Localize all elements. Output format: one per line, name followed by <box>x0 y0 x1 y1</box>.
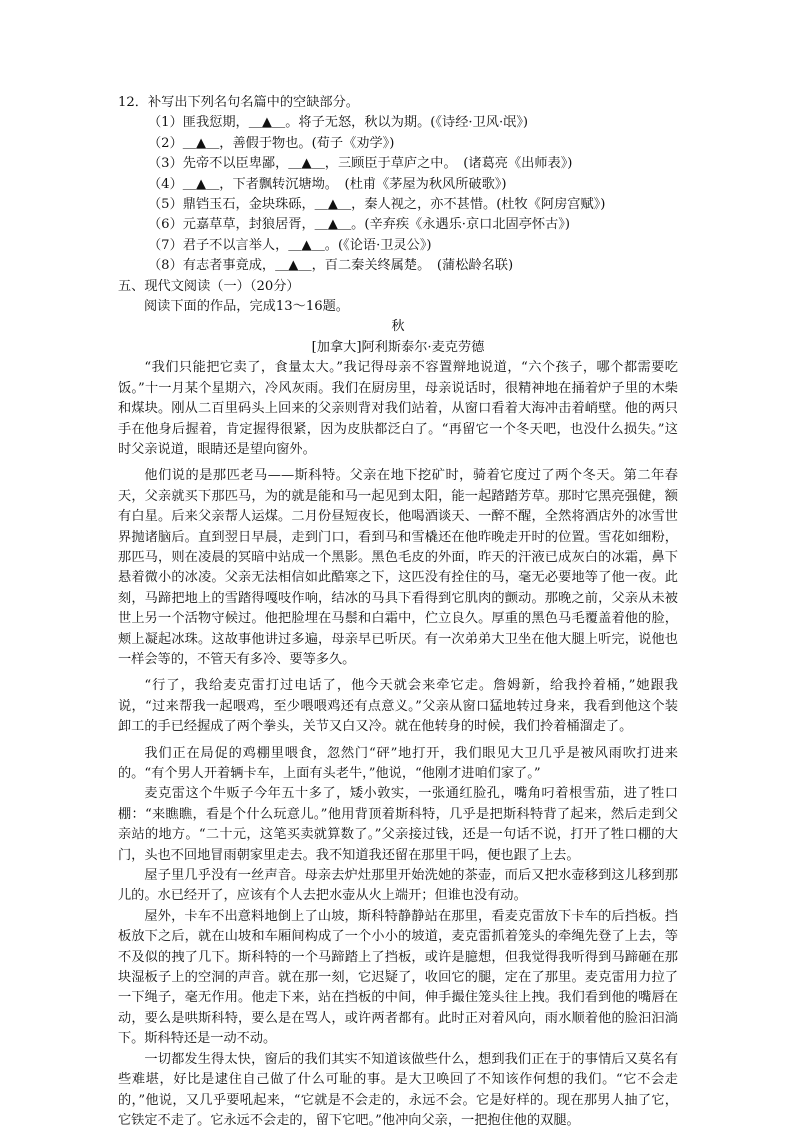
article-paragraph-7: 屋外，卡车不出意料地倒上了山坡，斯科特静静站在那里，看麦克雷放下卡车的后挡板。挡板放下之后，就在山坡和车厢间构成了一个小小的坡道，麦克雷抓着笼头的牵绳先登了上去，等不及似的拽了几下。斯科特的一个马蹄踏上了挡板，或许是臆想，但我觉得我听得到马蹄砸在那块湿板子上的空洞的声音。就在那一刻，它迟疑了，收回它的腿，定在了那里。麦克雷用力拉了一下绳子，毫无作用。他走下来，站在挡板的中间，伸手撮住笼头往上拽。我们看到他的嘴唇在动，要么是哄斯科特，要么是在骂人，或许两者都有。此时正对着风向，雨水顺着他的脸汩汩淌下。斯科特还是一动不动。 <box>118 908 678 1047</box>
section-instruction: 阅读下面的作品，完成13～16题。 <box>144 299 349 315</box>
question-12-item-2: （2）＿▲＿，善假于物也。(荀子《劝学》) <box>148 135 395 151</box>
section-heading: 五、现代文阅读（一）（20分） <box>118 278 300 294</box>
document-page <box>118 93 678 1131</box>
article-paragraph-3: “行了，我给麦克雷打过电话了，他今天就会来牵它走。詹姆新，给我拎着桶，”她跟我说，“过来帮我一起喂鸡，至少喂喂鸡还有点意义。”父亲从窗口猛地转过身来，我看到他这个装卸工的手已经握成了两个拳头，关节又白又冷。就在他转身的时候，我们拎着桶溜走了。 <box>118 678 678 735</box>
article-author: [加拿大]阿利斯泰尔·麦克劳德 <box>311 339 485 355</box>
article-paragraph-2: 他们说的是那匹老马——斯科特。父亲在地下挖矿时，骑着它度过了两个冬天。第二年春天，父亲就买下那匹马，为的就是能和马一起见到太阳，能一起踏踏芳草。那时它黑亮强健，额有白星。后来父亲帮人运煤。二月份昼短夜长，他喝酒谈天、一醉不醒，全然将酒店外的冰雪世界抛诸脑后。直到翌日早晨，走到门口，看到马和雪橇还在他昨晚走开时的位置。雪花如细粉，那匹马，则在凌晨的冥暗中站成一个黑影。黑色毛皮的外面，昨天的汗液已成灰白的冰霜，鼻下悬着微小的冰凌。父亲无法相信如此酷寒之下，这匹没有拴住的马，毫无必要地等了他一夜。此刻，马蹄把地上的雪踏得嘎吱作响，结冰的马具下看得到它肌肉的颤动。那晚之前，父亲从未被世上另一个活物守候过。他把脸埋在马鬃和白霜中，伫立良久。厚重的黑色马毛覆盖着他的脸，颊上凝起冰珠。这故事他讲过多遍，母亲早已听厌。有一次弟弟大卫坐在他大腿上听完，说他也一样会等的，不管天有多冷、要等多久。 <box>118 468 678 667</box>
question-12-item-1: （1）匪我愆期，＿▲＿。将子无怒，秋以为期。(《诗经·卫风·氓》) <box>148 115 529 131</box>
article-paragraph-1: “我们只能把它卖了，食量太大。”我记得母亲不容置辩地说道，“六个孩子，哪个都需要吃饭。”十一月某个星期六，冷风灰雨。我们在厨房里，母亲说话时，很精神地在捅着炉子里的木柴和煤块。刚从二百里码头上回来的父亲则背对我们站着，从窗口看着大海冲击着峭壁。他的两只手在他身后握着，肯定握得很紧，因为皮肤都泛白了。“再留它一个冬天吧，也没什么损失。”这时父亲说道，眼睛还是望向窗外。 <box>118 360 678 457</box>
question-12-item-6: （6）元嘉草草，封狼居胥，＿▲＿。(辛弃疾《永遇乐·京口北固亭怀古》) <box>148 217 571 233</box>
question-12-item-4: （4）＿▲＿，下者飘转沉塘坳。 (杜甫《茅屋为秋风所破歌》) <box>148 176 507 192</box>
question-12-item-3: （3）先帝不以臣卑鄙，＿▲＿，三顾臣于草庐之中。 (诸葛亮《出师表》) <box>148 156 573 172</box>
article-paragraph-8: 一切都发生得太快，窗后的我们其实不知道该做些什么，想到我们正在于的事情后又莫名有些难堪，好比是逮住自己做了什么可耻的事。是大卫唤回了不知该作何想的我们。“它不会走的，”他说，又几乎要吼起来，“它就是不会走的，永远不会。它是好样的。现在那男人抽了它，它铁定不走了。它永远不会走的，留下它吧。”他冲向父亲，一把抱住他的双腿。 <box>118 1051 678 1128</box>
question-12-item-8: （8）有志者事竟成，＿▲＿，百二秦关终属楚。 (蒲松龄名联) <box>148 258 514 274</box>
article-paragraph-4: 我们正在局促的鸡棚里喂食，忽然门“砰”地打开，我们眼见大卫几乎是被风雨吹打进来的。“有个男人开着辆卡车，上面有头老牛，”他说，“他刚才进咱们家了。” <box>118 745 678 781</box>
question-12-item-7: （7）君子不以言举人，＿▲＿。(《论语·卫灵公》) <box>148 237 432 253</box>
article-title: 秋 <box>391 319 405 335</box>
question-12-item-5: （5）鼎铛玉石，金块珠砾，＿▲＿，秦人视之，亦不甚惜。(杜牧《阿房宫赋》) <box>148 197 606 213</box>
article-paragraph-5: 麦克雷这个牛贩子今年五十多了，矮小敦实，一张通红脸孔，嘴角叼着根雪茄，进了牲口棚：“来瞧瞧，看是个什么玩意儿。”他用背顶着斯科特，几乎是把斯科特背了起来，然后走到父亲站的地方。“二十元，这笔买卖就算数了。”父亲接过钱，还是一句话不说，打开了牲口棚的大门，头也不回地冒雨朝家里走去。我不知道我还留在那里干吗，便也跟了上去。 <box>118 786 678 863</box>
question-12-title: 12．补写出下列名句名篇中的空缺部分。 <box>118 95 359 110</box>
article-paragraph-6: 屋子里几乎没有一丝声音。母亲去炉灶那里开始洗她的茶壶，而后又把水壶移到这儿移到那儿的。水已经开了，应该有个人去把水壶从火上端开；但谁也没有动。 <box>118 868 678 904</box>
